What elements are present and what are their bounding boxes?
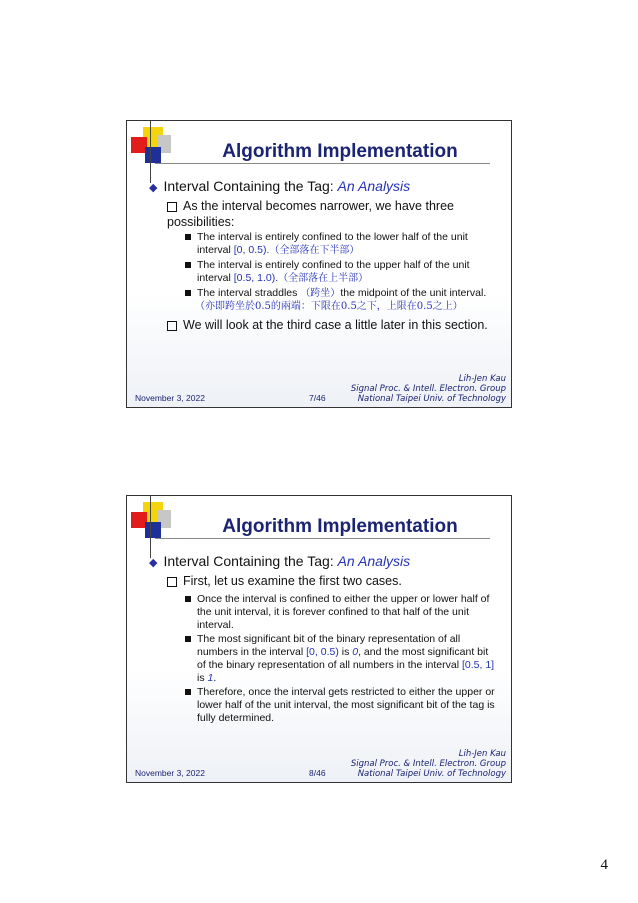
bullet-text: interval [197,272,234,284]
bullet-level3 [185,231,505,257]
black-square-bullet-icon [185,290,191,296]
black-square-bullet-icon [185,596,191,602]
slide-page-number: 7/46 [309,393,326,403]
bullet-level3 [185,633,505,685]
group-name: Signal Proc. & Intell. Electron. Group [350,384,506,394]
bullet-text-cont: possibilities: [167,215,235,229]
university-name: National Taipei Univ. of Technology [357,394,506,404]
chinese-note: （亦即跨坐於0.5的兩端：下限在0.5之下，上限在0.5之上） [195,301,463,312]
bullet-level2 [167,573,502,589]
square-bullet-icon [167,321,177,331]
black-square-bullet-icon [185,636,191,642]
chinese-note: （跨坐） [300,288,341,299]
bullet-text: Once the interval is confined to either the upper or lower half of [197,593,490,605]
black-square-bullet-icon [185,234,191,240]
bullet-level1 [149,553,410,569]
interval-value: [0.5, 1.0). [233,272,279,284]
bullet-text: interval [197,244,234,256]
bullet-text: Therefore, once the interval gets restricted to either the upper or [197,686,495,698]
bullet-text: Interval Containing the Tag: [163,178,338,194]
bullet-text: interval. [197,619,234,631]
diamond-bullet-icon: ◆ [149,182,158,194]
slide-date: November 3, 2022 [135,393,205,403]
slide-title: Algorithm Implementation [222,141,458,162]
slide-credit [351,374,506,404]
bullet-text: . [213,672,217,684]
slide-8 [126,495,512,783]
black-square-bullet-icon [185,262,191,268]
bullet-text: fully determined. [197,712,275,724]
slide-page-number: 8/46 [309,768,326,778]
bit-value: 1 [207,672,214,684]
chinese-note: （全部落在下半部） [269,245,360,256]
university-name: National Taipei Univ. of Technology [357,769,506,779]
group-name: Signal Proc. & Intell. Electron. Group [350,759,506,769]
diamond-bullet-icon: ◆ [149,557,158,569]
bullet-text: The interval is entirely confined to the lower half of the unit [197,231,468,243]
bullet-level3 [185,686,505,725]
bullet-text: is [338,646,353,658]
bullet-level2 [167,317,502,333]
bullet-text: the midpoint of the unit interval. [340,287,487,299]
document-page-number: 4 [600,857,608,873]
interval-value: [0, 0.5). [233,244,270,256]
author-name: Lih-Jen Kau [458,374,506,384]
square-bullet-icon [167,202,177,212]
bullet-text: The interval straddles [197,287,301,299]
bullet-emphasis: An Analysis [337,553,411,569]
black-square-bullet-icon [185,689,191,695]
bullet-text: lower half of the unit interval, the most significant bit of the tag is [197,699,495,711]
bullet-level3 [185,593,505,632]
interval-value: [0.5, 1] [461,659,495,671]
bullet-emphasis: An Analysis [337,178,411,194]
bullet-text: First, let us examine the first two cases. [183,574,402,588]
bullet-text: The most significant bit of the binary representation of all [197,633,461,645]
bullet-text: , and the most significant bit [358,646,489,658]
bullet-text: Interval Containing the Tag: [163,553,338,569]
slide-title: Algorithm Implementation [222,516,458,537]
bit-value: 0 [352,646,359,658]
bullet-text: is [197,672,208,684]
bullet-level2 [167,198,502,230]
bullet-text: of the binary representation of all numbers in the interval [197,659,462,671]
square-bullet-icon [167,577,177,587]
slide-date: November 3, 2022 [135,768,205,778]
bullet-level3 [185,259,505,285]
bullet-text: the unit interval, it is forever confined to that half of the unit [197,606,469,618]
interval-value: [0, 0.5) [306,646,339,658]
bullet-text: We will look at the third case a little later in this section. [183,318,488,332]
author-name: Lih-Jen Kau [458,749,506,759]
title-underline [155,538,490,539]
chinese-note: （全部落在上半部） [278,273,369,284]
slide-credit [351,749,506,779]
bullet-level3 [185,287,505,313]
title-underline [155,163,490,164]
bullet-text: The interval is entirely confined to the upper half of the unit [197,259,470,271]
bullet-text: numbers in the interval [197,646,307,658]
bullet-text: As the interval becomes narrower, we have three [183,199,454,213]
slide-7 [126,120,512,408]
bullet-level1 [149,178,410,194]
